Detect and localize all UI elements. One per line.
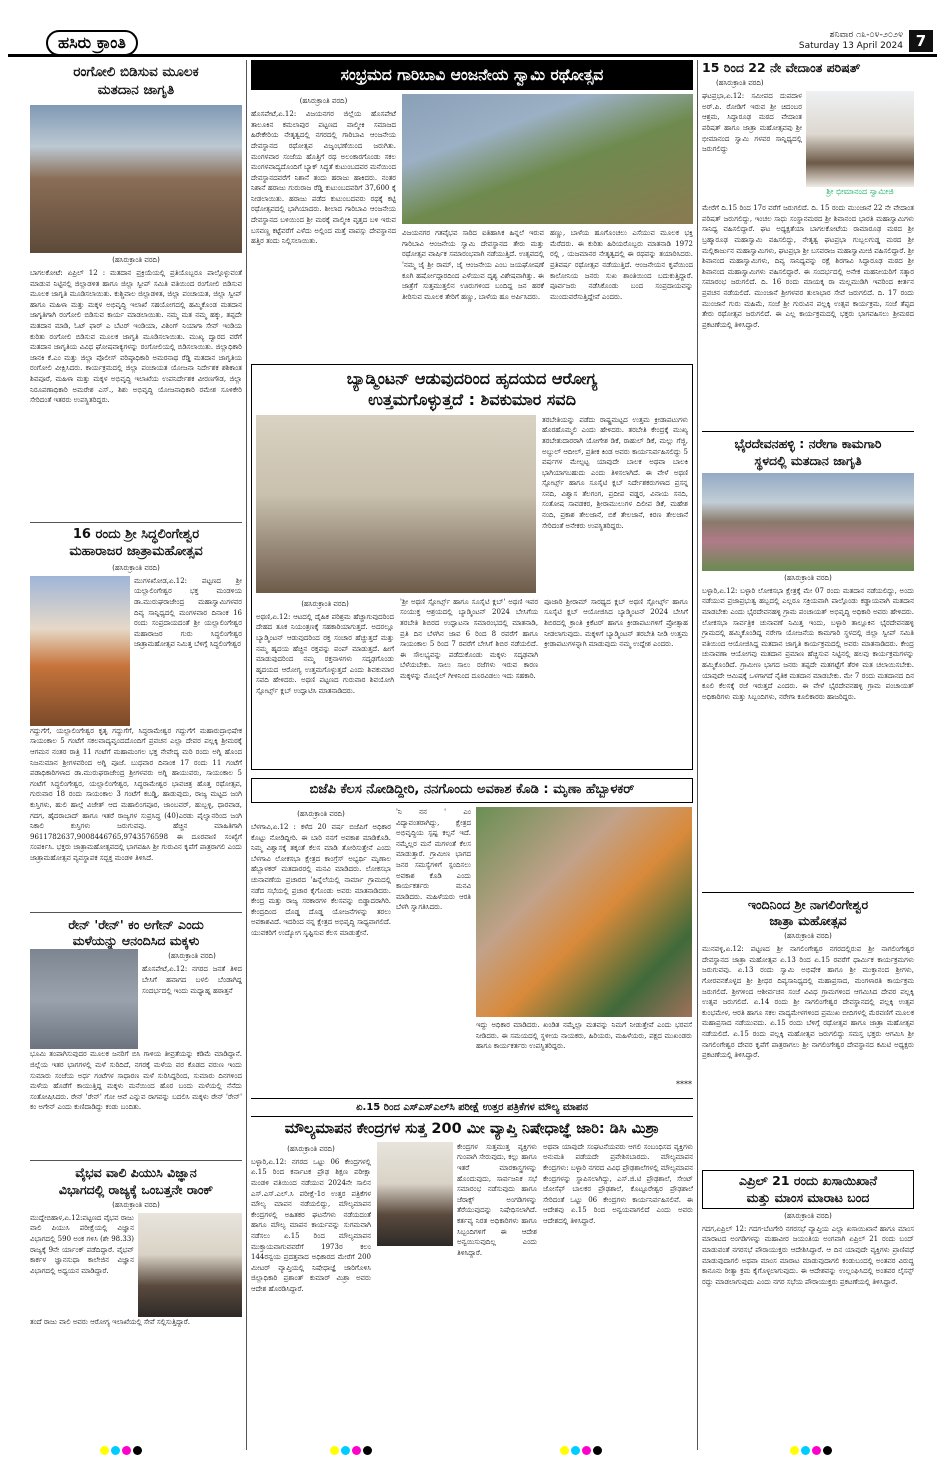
photo-badminton-inauguration [256, 415, 536, 593]
article-rain [30, 912, 242, 1155]
headline-nrega-2: ಸ್ಥಳದಲ್ಲಿ ಮತದಾನ ಜಾಗೃತಿ [754, 452, 862, 468]
article-badminton [251, 364, 693, 770]
registration-dots [560, 1440, 604, 1450]
headline-nrega-1: ಭೈರದೇವನಹಳ್ಳಿ : ನರೇಗಾ ಕಾಮಗಾರಿ [734, 436, 882, 452]
photo-candidate-campaign [476, 807, 692, 1017]
article-vaibhav [30, 1160, 242, 1339]
article-body: ಅಥಣಿ,ಏ.12: ಆಟದಲ್ಲಿ ದೈಹಿಕ ಪರಿಶ್ರಮ ಹೆಚ್ಚಾಗುವುದರಿಂದ ದೇಹದ ತೂಕ ನಿಯಂತ್ರಣಕ್ಕೆ ಸಹಕಾರಿಯಾಗುತ್ತದೆ. ಅದರಲ್ಲೂ ಬ್ಯಾಡ್ಮಿಂಟನ್ ಆಡುವುದರಿಂದ ರಕ್ತ ಸಂಚಾರ ಹೆಚ್ಚುತ್ತದೆ ಮತ್ತು ನಮ್ಮ ಹೃದಯ ಹೆಚ್ಚಿನ ರಕ್ತವನ್ನು ಪಂಪ್ ಮಾಡುತ್ತದೆ. ಹೀಗೆ ಮಾಡುವುದರಿಂದ ನಮ್ಮ ರಕ್ತನಾಳಗಳು ಸದೃಢಗೊಂಡು ಹೃದಯದ ಆರೋಗ್ಯ ಉತ್ತಮಗೊಳ್ಳುತ್ತದೆ ಎಂದು ಶಿವಕುಮಾರ ಸವದಿ ಹೇಳಿದರು. ಅಥಣಿ ಪಟ್ಟಣದ ಗುರುವಾರ ಶಿವಯೋಗಿ ಸ್ಪೋರ್ಟ್ಸ್ ಕ್ಲಬ್ ಉದ್ಘಾಟಿಸಿ ಮಾತನಾಡಿದರು. [256, 612, 395, 695]
kicker-evaluation: ಏ.15 ರಿಂದ ಎಸ್‌ಎಸ್‌ಎಲ್‌ಸಿ ಪರೀಕ್ಷೆ ಉತ್ತರ ಪತ್ರಿಕೆಗಳ ಮೌಲ್ಯ ಮಾಪನ [251, 1098, 693, 1117]
article-rangoli [30, 64, 242, 514]
article-nagalingeshwar [702, 892, 914, 1167]
headline-badminton-2: ಉತ್ತಮಗೊಳ್ಳುತ್ತದೆ : ಶಿವಕುಮಾರ ಸವದಿ [368, 389, 576, 409]
byline: (ಹಸಿರುಕ್ರಾಂತಿ ವರದಿ) [168, 952, 216, 961]
byline: (ಹಸಿರುಕ್ರಾಂತಿ ವರದಿ) [112, 563, 160, 572]
article-body: ಕೇಂದ್ರಗಳ ಸುತ್ತಮುತ್ತ ವ್ಯಕ್ತಿಗಳು ಗುಂಪಾಗಿ ಸೇರುವುದು, ಕಲ್ಲು ಹಾಗೂ ಇತರೆ ಮಾರಕಾಸ್ತ್ರಗಳನ್ನು ಹೊಂದುವುದು, ಸಾರ್ವಜನಿಕ ಸಭೆ ಸಮಾರಂಭ ನಡೆಸುವುದು ಹಾಗೂ ಜೆರಾಕ್ಸ್ ಅಂಗಡಿಗಳನ್ನು ತೆರೆಯುವುದನ್ನು ನಿಷೇಧಿಸಲಾಗಿದೆ. ಕರ್ತವ್ಯ ನಿರತ ಅಧಿಕಾರಿಗಳು ಹಾಗೂ ಸಿಬ್ಬಂದಿಗಳಿಗೆ ಈ ಆದೇಶ ಅನ್ವಯಿಸುವುದಿಲ್ಲ ಎಂದು ತಿಳಿಸಿದ್ದಾರೆ. [457, 1142, 537, 1257]
registration-dots [790, 1440, 834, 1450]
column-rule [246, 60, 247, 1450]
headline-jatre-2: ಮಹಾರಾಜರ ಜಾತ್ರಾಮಹೋತ್ಸವ [69, 543, 203, 559]
article-body: 'ಶ್ರೀ ಅಥಣಿ ಸ್ಪೋರ್ಟ್ಸ್ ಹಾಗೂ ಸೂಸೈಟಿ ಕ್ಲಬ್' ಅಥಣಿ ಇವರ ಸಂಯುಕ್ತ ಆಶ್ರಯದಲ್ಲಿ ಬ್ಯಾಡ್ಮಿಂಟನ್ 2024 ಬೇಸಿಗೆಯ ತರಬೇತಿ ಶಿಬಿರದ ಉದ್ಘಾಟನಾ ಸಮಾರಂಭದಲ್ಲಿ ಮಾತನಾಡಿ, ಪ್ರತಿ ದಿನ ಬೆಳಗಿನ ಜಾವ 6 ರಿಂದ 8 ರವರೆಗೆ ಹಾಗೂ ಸಾಯಂಕಾಲ 5 ರಿಂದ 7 ರವರೆಗೆ ಬೇಸಿಗೆ ಶಿಬಿರ ನಡೆಯಲಿದೆ. ಈ ಸೌಲಭ್ಯವನ್ನು ಪಡೆದುಕೊಂಡು ಮಕ್ಕಳು ಸದೃಢವಾಗಿ ಬೆಳೆಯಬೇಕು. ಸಾಲು ಸಾಲು ರಜೆಗಳು ಇರುವ ಕಾರಣ ಮಕ್ಕಳನ್ನು ಮೊಬೈಲ್ ಗೀಳಿನಿಂದ ದೂರವಿಡಲು ಇದು ಸಹಕಾರಿ. [400, 597, 539, 680]
article-body: ಪೂಜಾರಿ ಶ್ರೀರಾಮ್ ಸಾರಥ್ಯದ ಕ್ಲಬ್ ಅಥಣಿ ಸ್ಪೋರ್ಟ್ಸ್ ಹಾಗೂ ಸೂಸೈಟಿ ಕ್ಲಬ್ ಆಯೋಜಿಸಿದ ಬ್ಯಾಡ್ಮಿಂಟನ್ 2024 ಬೇಸಿಗೆ ಶಿಬಿರದಲ್ಲಿ ಕ್ರಾಂತಿ ಕ್ರಿಕೆಟರ್ ಹಾಗೂ ಕ್ರೀಡಾಪಟುಗಳಿಗೆ ಪ್ರೋತ್ಸಾಹ ನೀಡಲಾಗುವುದು. ಮಕ್ಕಳಿಗೆ ಬ್ಯಾಡ್ಮಿಂಟನ್ ತರಬೇತಿ ನೀಡಿ ಉತ್ತಮ ಕ್ರೀಡಾಪಟುಗಳನ್ನಾಗಿ ಮಾಡುವುದು ನಮ್ಮ ಉದ್ದೇಶ ಎಂದರು. [544, 597, 688, 649]
article-nrega [702, 431, 914, 888]
masthead [8, 30, 937, 58]
article-body: ತರಬೇತಿಯನ್ನು ಪಡೆದು ರಾಷ್ಟ್ರಮಟ್ಟದ ಉತ್ತಮ ಕ್ರೀಡಾಪಟುಗಳು ಹೊರಹೊಮ್ಮಲಿ ಎಂದು ಹೇಳಿದರು. ತರಬೇತಿ ಕೇಂದ್ರಕ್ಕೆ ಮುಖ್ಯ ತರಬೇತುದಾರರಾಗಿ ಯೋಗೇಶ ಡಿಕೆ, ರಾಹುಲ್ ಡಿಕೆ, ಮಲ್ಲು ಗೆಜ್ಜಿ, ಅಬ್ದುಲ್ ಆದೀಲ್, ಪ್ರತೀಕ ಕಿಂಡ ಅವರು ಕಾರ್ಯನಿರ್ವಹಿಸಲಿದ್ದು 5 ವರ್ಷಗಳ ಮೇಲ್ಪಟ್ಟ ಯಾವುದೇ ಬಾಲಕ ಅಥವಾ ಬಾಲಕಿ ಭಾಗಿಯಾಗಬಹುದು ಎಂದು ತಿಳಿಸಲಾಗಿದೆ. ಈ ವೇಳೆ ಅಥಣಿ ಸ್ಪೋರ್ಟ್ಸ್ ಹಾಗೂ ಸೂಸೈಟಿ ಕ್ಲಬ್ ನಿರ್ದೇಶಕರುಗಳಾದ ಪ್ರಸನ್ನ ಸನದಿ, ವಿಶ್ವಾಸ ತೆಲಗಂಗ, ಪ್ರದೀಪ ವಡ್ಡರ, ವಿನಾಯ ಸನದಿ, ಸಂತೋಷ ಸಾವಡಕರ, ಶ್ರೀರಾಮುಲುಗಳ ದಿಲೀಪ ಡಿಕೆ, ಮಹೇಶ ನಂದಿ, ಪ್ರಕಾಶ ತೇಲಜಾನೆ, ಬಿಕೆ ತೇಲಜಾನೆ, ಕಿರಣ ತೇಲಜಾನೆ ಸೇರಿದಂತೆ ಅನೇಕರು ಉಪಸ್ಥಿತರಿದ್ದರು. [542, 415, 688, 530]
photo-children-rain [30, 949, 138, 1049]
headline-election: ಬಿಜೆಪಿ ಕೆಲಸ ನೋಡಿದ್ದೀರಿ, ನನಗೊಂದು ಅವಕಾಶ ಕೊಡಿ : ಮೃಣಾ ಹೆಬ್ಬಾಳಕರ್ [251, 778, 693, 803]
photo-deputy-commissioner [377, 1142, 453, 1246]
article-election [251, 778, 693, 1092]
byline: (ಹಸಿರುಕ್ರಾಂತಿ ವರದಿ) [112, 256, 160, 265]
date-kannada: ಶನಿವಾರ ೧೩-೦೪-೨೦೨೪ [829, 30, 903, 40]
article-body: ಅಥವಾ ಯಾವುದೇ ಸಂಘಟನೆಯವರು ಆಗಲಿ ಸಂಬಂಧಿಸದ ವ್ಯಕ್ತಿಗಳು ಅನುಮತಿ ಪಡೆಯದೇ ಪ್ರವೇಶಿಸಬಾರದು. ಮೌಲ್ಯಮಾಪನ ಕೇಂದ್ರಗಳು: ಬಳ್ಳಾರಿ ನಗರದ ವಿವಿಧ ಪ್ರೌಢಶಾಲೆಗಳಲ್ಲಿ ಮೌಲ್ಯಮಾಪನ ಕೇಂದ್ರಗಳನ್ನು ಸ್ಥಾಪಿಸಲಾಗಿದ್ದು, ಎಸ್.ಜಿ.ಟಿ ಪ್ರೌಢಶಾಲೆ, ಸೇಂಟ್ ಜೋಸೆಫ್ ಬಾಲಕರ ಪ್ರೌಢಶಾಲೆ, ಕೊಟ್ಟೂರೇಶ್ವರ ಪ್ರೌಢಶಾಲೆ ಸೇರಿದಂತೆ ಒಟ್ಟು 06 ಕೇಂದ್ರಗಳು ಕಾರ್ಯನಿರ್ವಹಿಸಲಿವೆ. ಈ ಆದೇಶವು ಏ.15 ರಿಂದ ಅನ್ವಯವಾಗಲಿದೆ ಎಂದು ಅವರು ಆದೇಶದಲ್ಲಿ ತಿಳಿಸಿದ್ದಾರೆ. [543, 1142, 693, 1226]
article-body: ಹೊಸಪೇಟೆ,ಏ.12: ವಿಜಯನಗರ ಜಿಲ್ಲೆಯ ಹೊಸಪೇಟೆ ತಾಲೂಕಿನ ಕಮಲಾಪುರ ಪಟ್ಟಣದ ವಾಲ್ಮೀಕಿ ಸಮಾಜದ ಹಿರೇಕೇರಿಯ ನೇತೃತ್ವದಲ್ಲಿ ನಗರದಲ್ಲಿ ಗಾರಿಬಾವಿ ಆಂಜನೇಯ ದೇವಸ್ಥಾನದ ರಥೋತ್ಸವ ವಿಜೃಂಭಣೆಯಿಂದ ಜರುಗಿತು. ಮಂಗಳವಾರ ಸಂಜೆಯ ಹೊತ್ತಿಗೆ ರಥ ಅಲಂಕಾರಗೊಂಡು ಸಕಲ ಮಂಗಳವಾದ್ಯದೊಂದಿಗೆ ಬ್ಯಾಕ್ ಸಿದ್ಧತೆ ಕುಟುಂಬದವರ ಮನೆಯಿಂದ ದೇವಸ್ಥಾನದವರೆಗೆ ನಿಶಾನೆ ತಂದು ಹರಾಜು ಹಾಕಿದರು. ನಂತರ ನಿಶಾನೆ ಹರಾಜು ಗುರುರಾಜ ರೆಡ್ಡಿ ಕುಟುಂಬದವರಿಗೆ 37,600 ಕ್ಕೆ ನೀಡಲಾಯಿತು. ಹರಾಜು ಪಡೆದ ಕುಟುಂಬದವರು ರಥಕ್ಕೆ ಕಟ್ಟಿ ರಥೋತ್ಸವದಲ್ಲಿ ಭಾಗಿಯಾದರು. ಶೀಲಾದ ಗಾರಿಬಾವಿ ಆಂಜನೇಯ ದೇವಸ್ಥಾನದ ಬಳಿಯಿಂದ ಶ್ರೀ ಮಠಕ್ಕೆ ವಾಲ್ಮೀಕಿ ವೃತ್ತದ ಬಳಿ ಇರುವ ಬಸವಣ್ಣ ಕಟ್ಟೆವರೆಗೆ ಎಳೆದು ಅಲ್ಲಿಂದ ಮತ್ತೆ ವಾಪಸ್ಸು ದೇವಸ್ಥಾನದ ಹತ್ತಿರ ತಂದು ನಿಲ್ಲಿಸಲಾಯಿತು. [251, 110, 396, 246]
article-body: ಇದ್ದು ಅಧಿಕಾರ ಮಾಡಿದರು. ಖಂಡಿತ ನಮ್ಮೆಲ್ಲಾ ಮತವನ್ನು ನಿಮಗೆ ನೀಡುತ್ತೇವೆ ಎಂದು ಭರವಸೆ ನೀಡಿದರು. ಈ ಸಮಯದಲ್ಲಿ ಸ್ಥಳೀಯ ನಾಯಕರು, ಹಿರಿಯರು, ಮಹಿಳೆಯರು, ಪಕ್ಷದ ಮುಖಂಡರು ಹಾಗೂ ಕಾರ್ಯಕರ್ತರು ಉಪಸ್ಥಿತರಿದ್ದರು. [476, 1021, 692, 1051]
article-body: ತಂದೆ ರಾಜು ವಾಲಿ ಅವರು ಆರೋಗ್ಯ ಇಲಾಖೆಯಲ್ಲಿ ಸೇವೆ ಸಲ್ಲಿಸುತ್ತಿದ್ದಾರೆ. [30, 1317, 190, 1326]
photo-student [138, 1213, 242, 1317]
photo-swamiji-portrait [806, 91, 914, 187]
article-body: ವಿಜಯನಗರ ಗತವೈಭವ ಸಾರಿದ ಐತಿಹಾಸಿಕ ಹಿನ್ನಲೆ ಇರುವ ಗಾರಿಬಾವಿ ಆಂಜನೇಯ ಸ್ವಾಮಿ ದೇವಸ್ಥಾನದ ತೇರು ಮತ್ತು ರಥೋತ್ಸವ ವಾರ್ಷಿಕ ಸಮಾರಂಭವಾಗಿ ನಡೆಯುತ್ತಿದೆ. ಉತ್ಸವದಲ್ಲಿ 'ನಮ್ಮ ಜೈ ಶ್ರೀ ರಾಮ್, ಜೈ ಆಂಜನೇಯ ಎಂಬ ಜಯಘೋಷಣೆ ಕೂಗಿ ಹರ್ಷೋದ್ಗಾರದಿಂದ ಎಳೆಯುವ ದೃಶ್ಯ ವಿಶೇಷವಾಗಿತ್ತು. ಈ ಜಾತ್ರೆಗೆ ಸುತ್ತಮುತ್ತಲಿನ ಊರುಗಳಿಂದ ಬಂದಿದ್ದ ಜನ ಹರಕೆ ತೀರಿಸುವ ಮೂಲಕ ತೇರಿಗೆ ಹಣ್ಣು, ಬಾಳೆಯ ಹೂ ಅರ್ಪಿಸಿದರು. [402, 229, 544, 301]
column-center [251, 60, 693, 1353]
article-body: ಬಳ್ಳಾರಿ,ಏ.12: ಬಳ್ಳಾರಿ ಲೋಕಸಭಾ ಕ್ಷೇತ್ರಕ್ಕೆ ಮೇ 07 ರಂದು ಮತದಾನ ನಡೆಯಲಿದ್ದು, ಅಂದು ನಡೆಯುವ ಪ್ರಜಾಪ್ರಭುತ್ವ ಹಬ್ಬದಲ್ಲಿ ಎಲ್ಲರೂ ಸಕ್ರಿಯವಾಗಿ ಪಾಲ್ಗೊಂಡು ಕಡ್ಡಾಯವಾಗಿ ಮತದಾನ ಮಾಡಬೇಕು ಎಂದು ಭೈರದೇವನಹಳ್ಳಿ ಗ್ರಾಮ ಪಂಚಾಯತ್ ಅಭಿವೃದ್ಧಿ ಅಧಿಕಾರಿ ಅವರು ಹೇಳಿದರು. ಲೋಕಸಭಾ ಸಾರ್ವತ್ರಿಕ ಚುನಾವಣೆ ನಿಮಿತ್ತ ಇಂದು, ಬಳ್ಳಾರಿ ತಾಲ್ಲೂಕಿನ ಭೈರದೇವನಹಳ್ಳಿ ಗ್ರಾಮದಲ್ಲಿ ಹಮ್ಮಿಕೊಂಡಿದ್ದ ನರೇಗಾ ಯೋಜನೆಯ ಕಾಮಗಾರಿ ಸ್ಥಳದಲ್ಲಿ ಜಿಲ್ಲಾ ಸ್ವೀಪ್ ಸಮಿತಿ ವತಿಯಿಂದ ಆಯೋಜಿಸಿದ್ದ ಮತದಾನ ಜಾಗೃತಿ ಕಾರ್ಯಕ್ರಮದಲ್ಲಿ ಅವರು ಮಾತನಾಡಿದರು. ಕೇಂದ್ರ ಚುನಾವಣಾ ಆಯೋಗವು ಮತದಾನ ಪ್ರಮಾಣ ಹೆಚ್ಚಿಸುವ ನಿಟ್ಟಿನಲ್ಲಿ ಹಲವು ಕಾರ್ಯಕ್ರಮಗಳನ್ನು ಹಮ್ಮಿಕೊಂಡಿದೆ. ಗ್ರಾಮೀಣ ಭಾಗದ ಜನರು ತಪ್ಪದೇ ಮತಗಟ್ಟೆಗೆ ತೆರಳಿ ಮತ ಚಲಾಯಿಸಬೇಕು. ಯಾವುದೇ ಆಮಿಷಕ್ಕೆ ಒಳಗಾಗದೆ ನೈತಿಕ ಮತದಾನ ಮಾಡಬೇಕು. ಮೇ 7 ರಂದು ಮತದಾನದ ದಿನ ಕೂಲಿ ಕೆಲಸಕ್ಕೆ ರಜೆ ಇರುತ್ತದೆ ಎಂದರು. ಈ ವೇಳೆ ಭೈರದೇವನಹಳ್ಳಿ ಗ್ರಾಮ ಪಂಚಾಯತ್ ಅಧಿಕಾರಿಗಳು ಮತ್ತು ಸಿಬ್ಬಂದಿಗಳು, ನರೇಗಾ ಕೂಲಿಕಾರರು ಹಾಜರಿದ್ದರು. [702, 586, 914, 701]
byline: (ಹಸಿರುಕ್ರಾಂತಿ ವರದಿ) [301, 599, 349, 608]
headline-jatre-1: 16 ರಂದು ಶ್ರೀ ಸಿದ್ಧಲಿಂಗೇಶ್ವರ [72, 527, 200, 543]
byline: (ಹಸಿರುಕ್ರಾಂತಿ ವರದಿ) [297, 810, 345, 819]
page-number: 7 [909, 30, 933, 52]
article-body: ಬೆಳಗಾವಿ,ಏ.12 : ಕಳೆದ 20 ವರ್ಷ ಬಿಜೆಪಿಗೆ ಅಧಿಕಾರ ಕೊಟ್ಟು ನೋಡಿದ್ದೀರಿ. ಈ ಬಾರಿ ನನಗೆ ಅವಕಾಶ ಮಾಡಿಕೊಡಿ. ನಿಮ್ಮ ವಿಶ್ವಾಸಕ್ಕೆ ತಕ್ಕಂತೆ ಕೆಲಸ ಮಾಡಿ ತೋರಿಸುತ್ತೇನೆ ಎಂದು ಬೆಳಗಾವಿ ಲೋಕಸಭಾ ಕ್ಷೇತ್ರದ ಕಾಂಗ್ರೆಸ್ ಅಭ್ಯರ್ಥಿ ಮೃಣಾಲ ಹೆಬ್ಬಾಳಕರ್ ಮತದಾರರಲ್ಲಿ ಮನವಿ ಮಾಡಿದರು. ಲೋಕಸಭಾ ಚುನಾವಣೆಯ ಪ್ರಚಾರದ 'ಹಿನ್ನೆಲೆಯಲ್ಲಿ ನಾರ್ಮಾ ಗ್ರಾಮದಲ್ಲಿ ನಡೆದ ಸಭೆಯಲ್ಲಿ ಪ್ರಚಾರ ಕೈಗೊಂಡು ಅವರು ಮಾತನಾಡಿದರು. ಕೇಂದ್ರ ಮತ್ತು ರಾಜ್ಯ ಸರಕಾರಗಳ ಕೆಲಸವನ್ನು ಬಿಡ್ಡಾದರಾಗಿರಿ. ಕೇಂದ್ರದಿಂದ ದೊಡ್ಡ ದೊಡ್ಡ ಯೋಜನೆಗಳನ್ನು ತರಲು ಅವಕಾಶವಿದೆ. ಇದರಿಂದ ನನ್ನ ಕ್ಷೇತ್ರದ ಅಭಿವೃದ್ಧಿ ಸಾಧ್ಯವಾಗಲಿದೆ. ಯುವಕರಿಗೆ ಉದ್ಯೋಗ ಸೃಷ್ಟಿಸುವ ಕೆಲಸ ಮಾಡುತ್ತೇನೆ. [251, 823, 391, 937]
photo-chariot [402, 94, 693, 224]
article-body: ಹಣ್ಣು, ಬಾಳೆಯ ಹೂಗೊಂಚಲು ಎಸೆಯುವ ಮೂಲಕ ಭಕ್ತಿ ಮೆರೆದರು. ಈ ಕುರಿತು ಹಿರಿಯರೊಬ್ಬರು ಮಾತನಾಡಿ 1972 ರಲ್ಲಿ , ಯಜಮಾನರ ನೇತೃತ್ವದಲ್ಲಿ ಈ ರಥವನ್ನು ತಯಾರಿಸಿದರು. ಪ್ರತಿವರ್ಷ ರಥೋತ್ಸವ ನಡೆಯುತ್ತಿದೆ. ಆಂಜನೇಯನ ಕೃಪೆಯಿಂದ ಕಾಲೋನಿಯ ಜನರು ಸುಖ ಶಾಂತಿಯಿಂದ ಬದುಕುತ್ತಿದ್ದಾರೆ. ಪೂರ್ವಜರು ನಡೆಸಿಕೊಂಡು ಬಂದ ಸಂಪ್ರದಾಯವನ್ನು ಮುಂದುವರೆಸುತ್ತಿದ್ದೇವೆ ಎಂದರು. [550, 229, 693, 301]
headline-rangoli-1: ರಂಗೋಲಿ ಬಿಡಿಸುವ ಮೂಲಕ [73, 64, 199, 80]
headline-box [702, 1170, 914, 1209]
headline-naga-1: ಇಂದಿನಿಂದ ಶ್ರೀ ನಾಗಲಿಂಗೇಶ್ವರ [747, 896, 869, 912]
photo-nrega-workers [702, 473, 914, 571]
column-left [30, 60, 242, 1339]
portrait-caption: ಶ್ರೀ ಭೀಮಾನಂದ ಸ್ವಾಮೀಜಿ [826, 187, 894, 197]
article-body: ಮುನವಳ್ಳಿ,ಏ.12: ಪಟ್ಟಣದ ಶ್ರೀ ನಾಗಲಿಂಗೇಶ್ವರ ನಗರದಲ್ಲಿರುವ ಶ್ರೀ ನಾಗಲಿಂಗೇಶ್ವರ ದೇವಸ್ಥಾನದ ಜಾತ್ರಾ ಮಹೋತ್ಸವ ಏ.13 ರಿಂದ ಏ.15 ರವರೆಗೆ ಧಾರ್ಮಿಕ ಕಾರ್ಯಕ್ರಮಗಳು ಜರುಗುವವು. ಏ.13 ರಂದು ಸ್ವಾಮಿ ಅಭಿಷೇಕ ಹಾಗೂ ಶ್ರೀ ಮುಕ್ತಾನಂದ ಶ್ರೀಗಳು, ಗೋರವನಕೊಳ್ಳದ ಶ್ರೀ ಶ್ರೀಧರ ದಿವ್ಯಸಾನಿಧ್ಯದಲ್ಲಿ ಮಹಾಪ್ರಸಾದ, ಮಂಗಳಾರತಿ ಕಾರ್ಯಕ್ರಮ ಜರುಗಲಿದೆ. ಶ್ರೀಗಳಿಂದ ಆಶೀರ್ವಚನ ಸಂಜೆ ವಿವಿಧ ಗ್ರಾಮಗಳಿಂದ ಆಗಮಿಸಿದ ದೇವರ ಪಲ್ಲಕ್ಕಿ ಉತ್ಸವ ಜರುಗಲಿದೆ. ಏ.14 ರಂದು ಶ್ರೀ ನಾಗಲಿಂಗೇಶ್ವರ ದೇವಸ್ಥಾನದಲ್ಲಿ ಪಲ್ಲಕ್ಕಿ ಉತ್ಸವ ಕುಂಭಮೇಳ, ಆರತಿ ಹಾಗೂ ಸಕಲ ವಾದ್ಯಮೇಳಗಳಿಂದ ಪ್ರಮುಖ ಬೀದಿಗಳಲ್ಲಿ ಮೆರವಣಿಗೆ ಮೂಲಕ ಮಹಾಪ್ರಸಾದ ನಡೆಯುವದು. ಏ.15 ರಂದು ಬೆಳಿಗ್ಗೆ ರಥೋತ್ಸವ ಹಾಗೂ ಜಾತ್ರಾ ಮಹೋತ್ಸವ ನಡೆಯಲಿದೆ. ಏ.15 ರಂದು ಪಲ್ಲಕ್ಕಿ ಮಹೋತ್ಸವ ಜರುಗಲಿದ್ದು ಸಮಸ್ತ ಭಕ್ತರು ಆಗಮಿಸಿ ಶ್ರೀ ನಾಗಲಿಂಗೇಶ್ವರ ದೇವರ ಕೃಪೆಗೆ ಪಾತ್ರರಾಗಲು ಶ್ರೀ ನಾಗಲಿಂಗೇಶ್ವರ ದೇವಸ್ಥಾನದ ಕಮಿಟಿ ಅಧ್ಯಕ್ಷರು ಪ್ರಕಟಣೆಯಲ್ಲಿ ತಿಳಿಸಿದ್ದಾರೆ. [702, 945, 914, 1060]
byline: (ಹಸಿರುಕ್ರಾಂತಿ ವರದಿ) [784, 932, 832, 941]
headline-evaluation: ಮೌಲ್ಯಮಾಪನ ಕೇಂದ್ರಗಳ ಸುತ್ತ 200 ಮೀ ವ್ಯಾಪ್ತಿ ನಿಷೇಧಾಜ್ಞೆ ಜಾರಿ: ಡಿಸಿ ಮಿಶ್ರಾ [284, 1121, 660, 1138]
registration-dots [330, 1440, 374, 1450]
article-body: ಬಾಗಲಕೋಟೆ: ಏಪ್ರಿಲ್ 12 : ಮತದಾನ ಪ್ರಕ್ರಿಯೆಯಲ್ಲಿ ಪ್ರತಿಯೊಬ್ಬರೂ ಪಾಲ್ಗೊಳ್ಳುವಂತೆ ಮಾಡುವ ನಿಟ್ಟಿನಲ್ಲಿ ಜಿಲ್ಲಾಡಳಿತ ಹಾಗೂ ಜಿಲ್ಲಾ ಸ್ವೀಪ್ ಸಮಿತಿ ವತಿಯಿಂದ ರಂಗೋಲಿ ಬಿಡಿಸುವ ಮೂಲಕ ಜಾಗೃತಿ ಮೂಡಿಸಲಾಯಿತು. ಕುಶ್ಚಿವಾಲ ಜಿಲ್ಲಾಡಳಿತ, ಜಿಲ್ಲಾ ಪಂಚಾಯತ, ಜಿಲ್ಲಾ ಸ್ವೀಪ್ ಹಾಗೂ ಮಹಿಳಾ ಮತ್ತು ಮಕ್ಕಳ ಅಭಿವೃದ್ಧಿ ಇಲಾಖೆ ಸಹಯೋಗದಲ್ಲಿ ಹಮ್ಮಿಕೊಂಡ ಮತದಾನ ಜಾಗೃತಿಗಾಗಿ ರಂಗೋಲಿ ಬಿಡಿಸುವ ಕಾರ್ಯ ಮಾಡಲಾಯಿತು. ನಮ್ಮ ಮತ ನಮ್ಮ ಹಕ್ಕು, ತಪ್ಪದೇ ಮತದಾನ ಮಾಡಿ, ಓಟ್ ಫಾರ್ ಎ ಬೆಟರ್ ಇಂಡಿಯಾ, ವಿಶಿಂಗ್‌ ನಿಯಾಗಾ ಸೇವ್ ಇಂಡಿಯ ಕುರಿತು ರಂಗೋಲಿ ಬಿಡಿಸುವ ಮೂಲಕ ಜಾಗೃತಿ ಮೂಡಿಸಲಾಯಿತು. ಮುಖ್ಯ ದ್ವಾರದ ವರೆಗೆ ಮತದಾನ ಜಾಗೃತಿಯ ವಿವಿಧ ಘೋಷವಾಕ್ಯಗಳನ್ನು ರಂಗೋಲಿಯಲ್ಲಿ ಬಿಡಿಸಲಾಯಿತು. ಜಿಲ್ಲಾಧಿಕಾರಿ ಜಾನಕಿ ಕೆ.ಎಂ ಮತ್ತು ಜಿಲ್ಲಾ ಪೊಲೀಸ್ ವರಿಷ್ಠಾಧಿಕಾರಿ ಅಮರನಾಥ ರೆಡ್ಡಿ ಮತದಾನ ಜಾಗೃತಿಯ ರಂಗೋಲಿ ವೀಕ್ಷಿಸಿದರು. ಕಾರ್ಯಕ್ರಮದಲ್ಲಿ ಜಿಲ್ಲಾ ಪಂಚಾಯತ ಯೋಜನಾ ನಿರ್ದೇಶಕ ಶಶಿಕಾಂತ ಶಿವಪೂರೆ, ಮಹಿಳಾ ಮತ್ತು ಮಕ್ಕಳ ಅಭಿವೃದ್ಧಿ ಇಲಾಖೆಯ ಉಪನಿರ್ದೇಶಕ ವೀರಣಗೌಡ, ಜಿಲ್ಲಾ ನಿರೂಪಣಾಧಿಕಾರಿ ಅಮರೇಶ ಎಸ್., ಶಿಶು ಅಭಿವೃದ್ಧಿ ಯೋಜನಾಧಿಕಾರಿ ರಮೇಶ ಸೂಳಿಕೇರಿ ಸೇರಿದಂತೆ ಇತರರು ಉಪಸ್ಥಿತರಿದ್ದರು. [30, 269, 242, 405]
article-body: ಭೂಮಿ ತಂಪಾಗಿಸುವುದರ ಮೂಲಕ ಜನರಿಗೆ ಬಿಸಿ ಗಾಳಿಯ ತೀವ್ರತೆಯನ್ನು ಕಡಿಮೆ ಮಾಡಿದ್ದಾನೆ. ಜಿಲ್ಲೆಯ ಇತರ ಭಾಗಗಳಲ್ಲಿ ಮಳೆ ಸುರಿದಿದೆ, ನಗರಕ್ಕೆ ಮಳೆಯ ವರ ಕೊಡದ ವರುಣ ಇಂದು ಸುಮಾರು ಸಂಜೆಯ ಅರ್ಧ ಗಂಟೆಗಳ ಸಾಧಾರಣ ಮಳೆ ಸುರಿಸಿದ್ದರಿಂದ, ಸುಮಾರು ದಿನಗಳಿಂದ ಮಳೆಯ ಹೊಡೆಗೆ ಕಾಯುತ್ತಿದ್ದ ಮಕ್ಕಳು ಮನೆಯಿಂದ ಹೊರ ಬಂದು ಮಳೆಯಲ್ಲಿ ನೆನೆದು ಸಂತೋಷಿಸಿದರು. ರೇನ್ 'ರೇನ್' ಗೋ ಆವೆ ಎನ್ನುವ ರಾಗವನ್ನು ಬದಲಿಸಿ ಮಕ್ಕಳು ರೇನ್ 'ರೇನ್' ಕಂ ಅಗೇನ್ ಎಂದು ಕುಣಿದಾಡಿದ್ದು ಕಂಡು ಬಂದಿತು. [30, 1050, 242, 1112]
article-body: ಬಳ್ಳಾರಿ,ಏ.12: ನಗರದ ಒಟ್ಟು 06 ಕೇಂದ್ರಗಳಲ್ಲಿ ಏ.15 ರಿಂದ ಕರ್ನಾಟಕ ಪ್ರೌಢ ಶಿಕ್ಷಣ ಪರೀಕ್ಷಾ ಮಂಡಳಿ ವತಿಯಿಂದ ನಡೆಯುವ 2024ನೇ ಸಾಲಿನ ಎಸ್.ಎಸ್.ಎಲ್.ಸಿ ಪರೀಕ್ಷೆ-1ರ ಉತ್ತರ ಪತ್ರಿಕೆಗಳ ಮೌಲ್ಯ ಮಾಪನ ನಡೆಯಲಿದ್ದು, ಮೌಲ್ಯಮಾಪನ ಕೇಂದ್ರಗಳಲ್ಲಿ ಅಹಿತಕರ ಘಟನೆಗಳು ನಡೆಯದಂತೆ ಹಾಗೂ ಮೌಲ್ಯ ಮಾಪನ ಕಾರ್ಯವನ್ನು ಸುಗಮವಾಗಿ ನಡೆಸಲು ಏ.15 ರಿಂದ ಮೌಲ್ಯಮಾಪನ ಮುಕ್ತಾಯವಾಗುವವರೆಗೆ 1973ರ ಕಲಂ 144ರನ್ವಯ ಪ್ರದತ್ತವಾದ ಅಧಿಕಾರದ ಮೇರೆಗೆ 200 ಮೀಟರ್ ವ್ಯಾಪ್ತಿಯಲ್ಲಿ ನಿಷೇಧಾಜ್ಞೆ ಜಾರಿಗೊಳಿಸಿ ಜಿಲ್ಲಾಧಿಕಾರಿ ಪ್ರಶಾಂತ್ ಕುಮಾರ್ ಮಿಶ್ರಾ ಅವರು ಆದೇಶ ಹೊರಡಿಸಿದ್ದಾರೆ. [251, 1157, 371, 1293]
column-right [702, 60, 914, 1342]
article-meat-ban [702, 1170, 914, 1342]
article-body: ಗದಗ,ಏಪ್ರಿಲ್ 12: ಗದಗ-ಬೆಟಗೇರಿ ನಗರಸಭೆ ವ್ಯಾಪ್ತಿಯ ಎಲ್ಲಾ ಖಸಾಯಿಖಾನೆ ಹಾಗೂ ಮಾಂಸ ಮಾರಾಟದ ಅಂಗಡಿಗಳನ್ನು ಮಹಾವೀರ ಜಯಂತಿಯ ಅಂಗವಾಗಿ ಏಪ್ರಿಲ್ 21 ರಂದು ಬಂದ್ ಮಾಡುವಂತೆ ನಗರಸಭೆ ಪೌರಾಯುಕ್ತರು ಆದೇಶಿಸಿದ್ದಾರೆ. ಆ ದಿನ ಯಾವುದೇ ವ್ಯಕ್ತಿಗಳು ಪ್ರಾಣಿವಧೆ ಮಾಡುವುದಾಗಲಿ ಅಥವಾ ಮಾಂಸ ಮಾರಾಟ ಮಾಡುವುದಾಗಲಿ ಕಂಡುಬಂದಲ್ಲಿ ಅಂತವರ ವಿರುದ್ಧ ಕಾನೂನು ರೀತ್ಯಾ ಕ್ರಮ ಕೈಗೊಳ್ಳಲಾಗುವುದು. ಈ ಆದೇಶವನ್ನು ಉಲ್ಲಂಘಿಸಿದಲ್ಲಿ ಅಂತವರ ಲೈಸನ್ಸ್ ರದ್ದು ಮಾಡಲಾಗುವುದು ಎಂದು ನಗರ ಸಭೆಯ ಪೌರಾಯುಕ್ತರು ಪ್ರಕಟಣೆಯಲ್ಲಿ ತಿಳಿಸಿದ್ದಾರೆ. [702, 1224, 914, 1286]
headline-rain-2: ಮಳೆಯನ್ನು ಆನಂದಿಸಿದ ಮಕ್ಕಳು [72, 933, 200, 949]
registration-dots [100, 1440, 144, 1450]
dateline [799, 30, 903, 52]
article-body-side: ಮುದ್ದೇಬಿಹಾಳ,ಏ.12:ಪಟ್ಟಣದ ವೈಭವ ರಾಜು ವಾಲಿ ಪಿಯುಸಿ ಪರೀಕ್ಷೆಯಲ್ಲಿ ವಿಜ್ಞಾನ ವಿಭಾಗದಲ್ಲಿ 590 ಅಂಕ ಗಳಿಸಿ (ಶೇ 98.33) ರಾಜ್ಯಕ್ಕೆ 9ನೇ ರ್ಯಾಂಕ್ ಪಡೆದಿದ್ದಾರೆ. ವೈಭವ್ ಕಾರ್ಕಳ ಜ್ಞಾನಸುಧಾ ಕಾಲೇಜಿನ ವಿಜ್ಞಾನ ವಿಭಾಗದಲ್ಲಿ ಅಧ್ಯಯನ ಮಾಡಿದ್ದಾರೆ. [30, 1213, 134, 1275]
headline-naga-2: ಜಾತ್ರಾ ಮಹೋತ್ಸವ [769, 913, 847, 928]
masthead-rule [8, 54, 937, 57]
article-body: ಮೇರೆಗೆ ದಿ.15 ರಿಂದ 17ರ ವರೆಗೆ ಜರುಗಲಿದೆ. ದಿ. 15 ರಂದು ಮುಂಜಾನೆ 22 ನೇ ವೇದಾಂತ ಪರಿಷತ್ ಜರುಗಲಿದ್ದು, ಇಂಚಲ ಸಾಧು ಸಂಸ್ಥಾನಮಠದ ಶ್ರೀ ಶಿವಾನಂದ ಭಾರತಿ ಮಹಾಸ್ವಾಮಿಗಳು ಸಾನಿಧ್ಯ ವಹಿಸಲಿದ್ದಾರೆ. ಘಟ ಅಧ್ಯಕ್ಷತೆಯಾ ಬಾಗಲಕೋಟೆಯ ರಾಮಾರೂಢ ಮಠದ ಶ್ರೀ ಬ್ರಹ್ಮಾರೂಢ ಮಹಾಸ್ವಾಮಿ ವಹಿಸಲಿದ್ದು, ನೇತೃತ್ವ ಘಟಪ್ರಭಾ ಗುಬ್ಬಲಗುಡ್ಡ ಮಠದ ಶ್ರೀ ಮಲ್ಲಿಕಾರ್ಜುನ ಮಹಾಸ್ವಾಮಿಗಳು, ಘಟಪ್ರಭಾ ಶ್ರೀ ಬಸವರಾಜ ಮಹಾಸ್ವಾಮೀಜಿ ವಹಿಸಲಿದ್ದಾರೆ. ಶ್ರೀ ಶಿವಾನಂದ ಮಹಾಸ್ವಾಮಿಗಳು, ದಿವ್ಯ ಸಾನಿಧ್ಯವನ್ನು ರಕ್ಷೆ ಶಿರಗಾವಿ ಸಿದ್ಧಾರೂಢ ಮಠದ ಶ್ರೀ ಶಿವಾನಂದ ಮಹಾಸ್ವಾಮಿಗಳು ವಹಿಸಲಿದ್ದಾರೆ. ಈ ಸಂದರ್ಭದಲ್ಲಿ ಅನೇಕ ಮಹನೀಯರಿಗೆ ಸತ್ಕಾರ ಸಮಾರಂಭ ಜರುಗಲಿದೆ. ದಿ. 16 ರಂದು ಮಾಯಕ್ಕ ರಾ ಮಲ್ಲಮುಡಿಗಿ ಇವರಿಂದ ಕೀರ್ತನ ಪ್ರವಚನ ನಡೆಯಲಿದೆ. ಮುಂಜಾನೆ ಶ್ರೀಗಳವರ ತುಲಾಭಾರ ಸೇವೆ ಜರುಗಲಿದೆ. ದಿ. 17 ರಂದು ಮುಂಜಾನೆ ಗುರು ಮಹಿಮೆ, ಸಂಜೆ ಶ್ರೀ ಗುರುವಿನ ಪಲ್ಲಕ್ಕಿ ಉತ್ಸವ ಕಾರ್ಯಕ್ರಮ, ಸಂಜೆ ತೆಪ್ಪದ ತೇರು ರಥೋತ್ಸವ ಜರುಗಲಿದೆ. ಈ ಎಲ್ಲ ಕಾರ್ಯಕ್ರಮದಲ್ಲಿ ಭಕ್ತರು ಭಾಗವಹಿಸಲು ಶ್ರೀಮಠದ ಪ್ರಕಟಣೆಯಲ್ಲಿ ತಿಳಿಸಿದ್ದಾರೆ. [702, 204, 914, 329]
date-english: Saturday 13 April 2024 [798, 41, 903, 51]
headline-vedanta: 15 ರಿಂದ 22 ನೇ ವೇದಾಂತ ಪರಿಷತ್ [702, 60, 861, 75]
article-siddhalingeshwar [30, 522, 242, 906]
article-body: 'ನಿ ನನ ' ಎಂ ವಿದ್ಯಾವಂತರಾಗಿದ್ದು, ಕ್ಷೇತ್ರದ ಅಭಿವೃದ್ಧಿಯ ಸ್ಪಷ್ಟ ಕಲ್ಪನೆ ಇದೆ. ನಮ್ಮೆಲ್ಲರ ಮನೆ ಮಗಳಂತೆ ಕೆಲಸ ಮಾಡುತ್ತಾರೆ. ಗ್ರಾಮೀಣ ಭಾಗದ ಜನರ ಸಮಸ್ಯೆಗಳಿಗೆ ಸ್ಪಂದಿಸಲು ಅವಕಾಶ ಕೊಡಿ ಎಂದು ಕಾರ್ಯಕರ್ತರು ಮನವಿ ಮಾಡಿದರು. ಮಹಿಳೆಯರು ಆರತಿ ಬೆಳಗಿ ಸ್ವಾಗತಿಸಿದರು. [396, 808, 471, 912]
column-rule [697, 60, 698, 1450]
headline-rank-1: ವೈಭವ ವಾಲಿ ಪಿಯುಸಿ ವಿಜ್ಞಾನ [75, 1165, 197, 1181]
headline-badminton-1: ಬ್ಯಾಡ್ಮಿಂಟನ್ ಆಡುವುದರಿಂದ ಹೃದಯದ ಆರೋಗ್ಯ [346, 369, 598, 389]
headline-meat-2: ಮತ್ತು ಮಾಂಸ ಮಾರಾಟ ಬಂದ [746, 1189, 870, 1205]
headline-rank-2: ವಿಭಾಗದಲ್ಲಿ ರಾಜ್ಯಕ್ಕೆ ಒಂಬತ್ತನೇ ರಾಂಕ್ [58, 1181, 214, 1197]
byline: (ಹಸಿರುಕ್ರಾಂತಿ ವರದಿ) [287, 1144, 335, 1153]
byline: (ಹಸಿರುಕ್ರಾಂತಿ ವರದಿ) [299, 97, 348, 106]
byline: (ಹಸಿರುಕ್ರಾಂತಿ ವರದಿ) [112, 1200, 160, 1209]
end-mark: **** [676, 1080, 692, 1090]
headline-rathotsava: ಸಂಭ್ರಮದ ಗಾರಿಬಾವಿ ಆಂಜನೇಯ ಸ್ವಾಮಿ ರಥೋತ್ಸವ [251, 60, 693, 90]
byline: (ಹಸಿರುಕ್ರಾಂತಿ ವರದಿ) [784, 573, 832, 582]
article-body: ಗದ್ದುಗೆಗೆ, ಯಲ್ಲಾಲಿಂಗೇಶ್ವರ ಕೃತೃ ಗದ್ದುಗೆಗೆ, ಸಿದ್ಧರಾಮೇಶ್ವರ ಗದ್ದುಗೆಗೆ ಮಹಾರುದ್ರಾಭಿಷೇಕ ಸಾಯಂಕಾಲ 5 ಗಂಟೆಗೆ ಸಕಲವಾದ್ಯವೃಂದದೊಂದಿಗೆ ಪ್ರವಚನ ಎಲ್ಲಾ ದೇವರ ಪಲ್ಲಕ್ಕಿ ಶ್ರೀಮಠಕ್ಕೆ ಆಗಮನ ನಂತರ ರಾತ್ರಿ 11 ಗಂಟೆಗೆ ಮಹಾಮಂಗಲ ಭಕ್ತ ನೇವೇದ್ಯ ಮರಿ ರಂದು ಅಗ್ನಿ ಹೊಂದ ನಿಜನುಮಾನ ಶ್ರೀಗಳವರಿಂದ ಅಗ್ನಿ ಪೂಜೆ. ಬುಧವಾರ ದಿನಾಂಕ 17 ರಂದು 11 ಗಂಟೆಗೆ ಪಡಾಧಿಕಾರಿಗಳಾದ ಡಾ.ಮುರುಘರಾಜೇಂದ್ರ ಶ್ರೀಗಳವರು ಅಗ್ನಿ ಹಾಯುವರು, ಸಾಯಂಕಾಲ 5 ಗಂಟೆಗೆ ಸಿದ್ಧಲಿಂಗೇಶ್ವರ, ಯಲ್ಲಾಲಿಂಗೇಶ್ವರ, ಸಿದ್ಧರಾಮೇಶ್ವರ ಭಾವಚಿತ್ರ ಹೊತ್ತ ರಥೋತ್ಸವ, ಗುರುವಾರ 18 ರಂದು ಸಾಯಂಕಾಲ 3 ಗಂಟೆಗೆ ಕಬಡ್ಡಿ, ಹಾಡುವುದು, ರಾಜ್ಯ ಮಟ್ಟದ ಜಂಗಿ ಕುಸ್ತಿಗಳು, ಹುಲಿ ಹಾಲ್ಗೆ ವಿಜೇತ್ ಆದ ಮಹಾಲಿಂಗಪೂರ, ಜಾಂಬವರ್, ಹುಬ್ಬಳ್ಳಿ, ಧಾರವಾಡ, ಗದಗ, ಹೈದರಾಬಾದ್ ಹಾಗೂ ಇತರೆ ರಾಜ್ಯಗಳ ಸುಪ್ರಸಿದ್ಧ (40)ಎರಡು ಪೈಲ್ವಾನರಿಂದ ಜಂಗಿ ನಿಕಾಲಿ ಕುಸ್ತಿಗಳು ಜರುಗುವವು. ಹೆಚ್ಚಿನ ಮಾಹಿತಿಗಾಗಿ 9611782637,9008446765,9743576598 ಈ ದೂರವಾಣಿ ಸಂಖ್ಯೆಗೆ ಸಂಪರ್ಕಿಸಿ. ಭಕ್ತರು ಜಾತ್ರಾಮಹೋತ್ಸವದಲ್ಲಿ ಭಾಗವಹಿಸಿ ಶ್ರೀ ಗುರುವಿನ ಕೃಪೆಗೆ ಪಾತ್ರರಾಗಲಿ ಎಂದು ಜಾತ್ರಾಮಹೋತ್ಸವ ವ್ಯವಸ್ಥಾಪಕ ಸದ್ಭಕ್ತ ಮಂಡಳಿ ತಿಳಿಸಿದೆ. [30, 726, 242, 862]
headline-rangoli-2: ಮತದಾನ ಜಾಗೃತಿ [97, 81, 175, 98]
photo-rangoli [30, 105, 242, 253]
photo-swamiji [30, 576, 130, 726]
headline-rain-1: ರೇನ್ 'ರೇನ್' ಕಂ ಅಗೇನ್ ಎಂದು [68, 916, 204, 932]
brand-name: ಹಸಿರು ಕ್ರಾಂತಿ [46, 30, 138, 56]
article-vedanta [702, 60, 914, 425]
article-evaluation [251, 1098, 693, 1353]
byline: (ಹಸಿರುಕ್ರಾಂತಿ ವರದಿ) [716, 79, 764, 88]
headline-meat-1: ಎಪ್ರಿಲ್ 21 ರಂದು ಖಸಾಯಿಖಾನೆ [739, 1173, 877, 1189]
article-body-side: ಹೊಸಪೇಟೆ,ಏ.12: ನಗರದ ಜನತೆ ತಿಳಿದ ಬೇಸಿಗೆ ಹವಾಗದ ಬಳಲಿ ಬೆಂಡಾಗಿದ್ದ ಸಂದರ್ಭದಲ್ಲಿ ಇಂದು ಮಧ್ಯಾಹ್ನ ಹಠಾತ್ತನೆ [142, 965, 242, 995]
article-body-side: ಮುಗಳಖೋಡ,ಏ.12: ಪಟ್ಟಣದ ಶ್ರೀ ಯಲ್ಲಾಲಿಂಗೇಶ್ವರ ಭಕ್ತ ಮಂಡಳಿಯ ಡಾ.ಮುರುಘರಾಜೇಂದ್ರ ಮಹಾಸ್ವಾಮಿಗಳವರ ದಿವ್ಯ ಸಾನ್ನಿಧ್ಯದಲ್ಲಿ ಮಂಗಳವಾರ ದಿನಾಂಕ 16 ರಂದು ಸಂಪ್ರದಾಯದಂತೆ ಶ್ರೀ ಯಲ್ಲಾಲಿಂಗೇಶ್ವರ ಮಹಾರಾಜರ ಗುರು ಸಿದ್ಧಲಿಂಗೇಶ್ವರ ಜಾತ್ರಾಮಹೋತ್ಸವ ನಿಮಿತ್ತ ಬೆಳಿಗ್ಗೆ ಸಿದ್ಧಲಿಂಗೇಶ್ವರ [134, 576, 242, 649]
byline: (ಹಸಿರುಕ್ರಾಂತಿ ವರದಿ) [784, 1211, 832, 1220]
article-body-side: ಘಟಪ್ರಭಾ,ಏ.12: ಸಮೀಪದ ದುಪದಾಳ ಅರ್.ಪಿ. ರೋಡಿಗೆ ಇರುವ ಶ್ರೀ ಚಿದಂಬರ ಆಶ್ರಮ, ಸಿದ್ಧಾರೂಢ ಮಠದ ವೇದಾಂತ ಪರಿಷತ್ ಹಾಗೂ ಜಾತ್ರಾ ಮಹೋತ್ಸವವು ಶ್ರೀ ಭೀಮಾನಂದ ಸ್ವಾಮಿ ಗಳವರ ಸಾನ್ನಿಧ್ಯದಲ್ಲಿ ಜರುಗಲಿದ್ದು [702, 92, 802, 154]
